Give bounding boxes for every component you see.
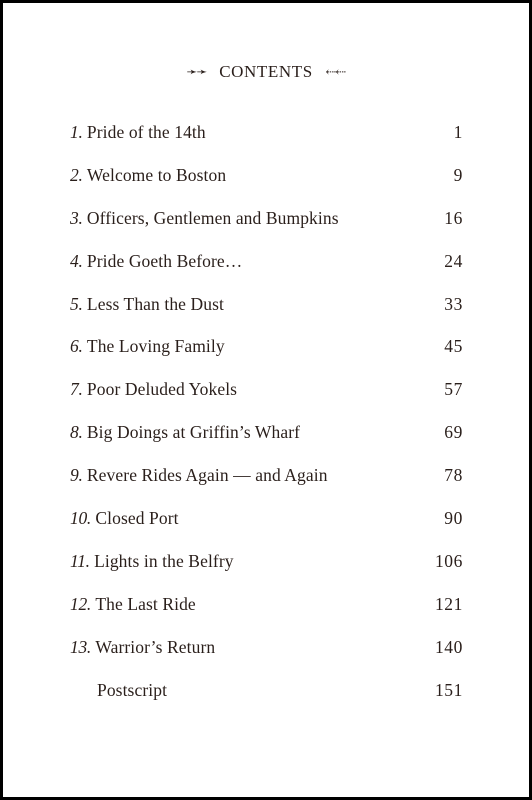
page-number: 9 <box>453 164 463 185</box>
chapter-title: The Loving Family <box>86 336 225 357</box>
page-number: 69 <box>444 422 463 443</box>
chapter-number: 12. <box>70 593 91 614</box>
page-number: 106 <box>434 550 463 571</box>
page-number: 57 <box>444 379 463 400</box>
chapter-title: Less Than the Dust <box>86 293 224 314</box>
page-number: 90 <box>444 508 463 529</box>
chapter-number: 13. <box>70 636 91 657</box>
left-arrow-ornament-icon: ➛➛ <box>186 64 207 79</box>
chapter-number: 2. <box>70 164 83 185</box>
chapter-title: Officers, Gentlemen and Bumpkins <box>86 207 339 228</box>
page-number: 151 <box>434 679 463 700</box>
chapter-number: 10. <box>70 508 91 529</box>
chapter-title: Big Doings at Griffin’s Wharf <box>86 422 301 443</box>
toc-entry-postscript <box>70 676 463 719</box>
table-of-contents <box>70 118 463 718</box>
chapter-number: 6. <box>70 336 83 357</box>
chapter-title: Pride Goeth Before… <box>86 250 243 271</box>
toc-entry-8 <box>70 418 463 461</box>
chapter-number: 8. <box>70 422 83 443</box>
toc-entry-11 <box>70 547 463 590</box>
page-number: 45 <box>444 336 463 357</box>
toc-entry-4 <box>70 247 463 290</box>
page-number: 140 <box>434 636 463 657</box>
chapter-title: Pride of the 14th <box>86 122 206 142</box>
chapter-number: 5. <box>70 293 83 314</box>
toc-entry-2 <box>70 161 463 204</box>
chapter-number: 3. <box>70 207 83 228</box>
chapter-number: 7. <box>70 379 83 400</box>
toc-entry-13 <box>70 633 463 676</box>
contents-heading <box>3 62 529 82</box>
chapter-title: Closed Port <box>95 508 179 529</box>
page-number: 24 <box>444 250 463 271</box>
page-number: 78 <box>444 465 463 486</box>
chapter-title: Lights in the Belfry <box>94 550 234 571</box>
chapter-number: 1. <box>70 122 83 142</box>
toc-entry-12 <box>70 590 463 633</box>
chapter-number: 9. <box>70 465 83 486</box>
chapter-number: 4. <box>70 250 83 271</box>
chapter-title: Poor Deluded Yokels <box>86 379 238 400</box>
page-title: CONTENTS <box>219 62 313 81</box>
toc-entry-9 <box>70 461 463 504</box>
right-arrow-ornament-icon: ⇠⇠ <box>325 64 346 79</box>
page-number: 33 <box>444 293 463 314</box>
page-number: 16 <box>444 207 463 228</box>
toc-entry-3 <box>70 204 463 247</box>
toc-entry-5 <box>70 290 463 333</box>
page-number: 1 <box>453 122 463 142</box>
chapter-title: Welcome to Boston <box>86 164 227 185</box>
chapter-title: The Last Ride <box>95 593 196 614</box>
book-page <box>3 3 529 797</box>
page-number: 121 <box>434 593 463 614</box>
toc-entry-7 <box>70 375 463 418</box>
toc-entry-6 <box>70 332 463 375</box>
chapter-title: Postscript <box>97 679 168 700</box>
chapter-title: Warrior’s Return <box>95 636 216 657</box>
toc-entry-1 <box>70 118 463 161</box>
chapter-number: 11. <box>70 550 90 571</box>
chapter-title: Revere Rides Again — and Again <box>86 465 328 486</box>
toc-entry-10 <box>70 504 463 547</box>
